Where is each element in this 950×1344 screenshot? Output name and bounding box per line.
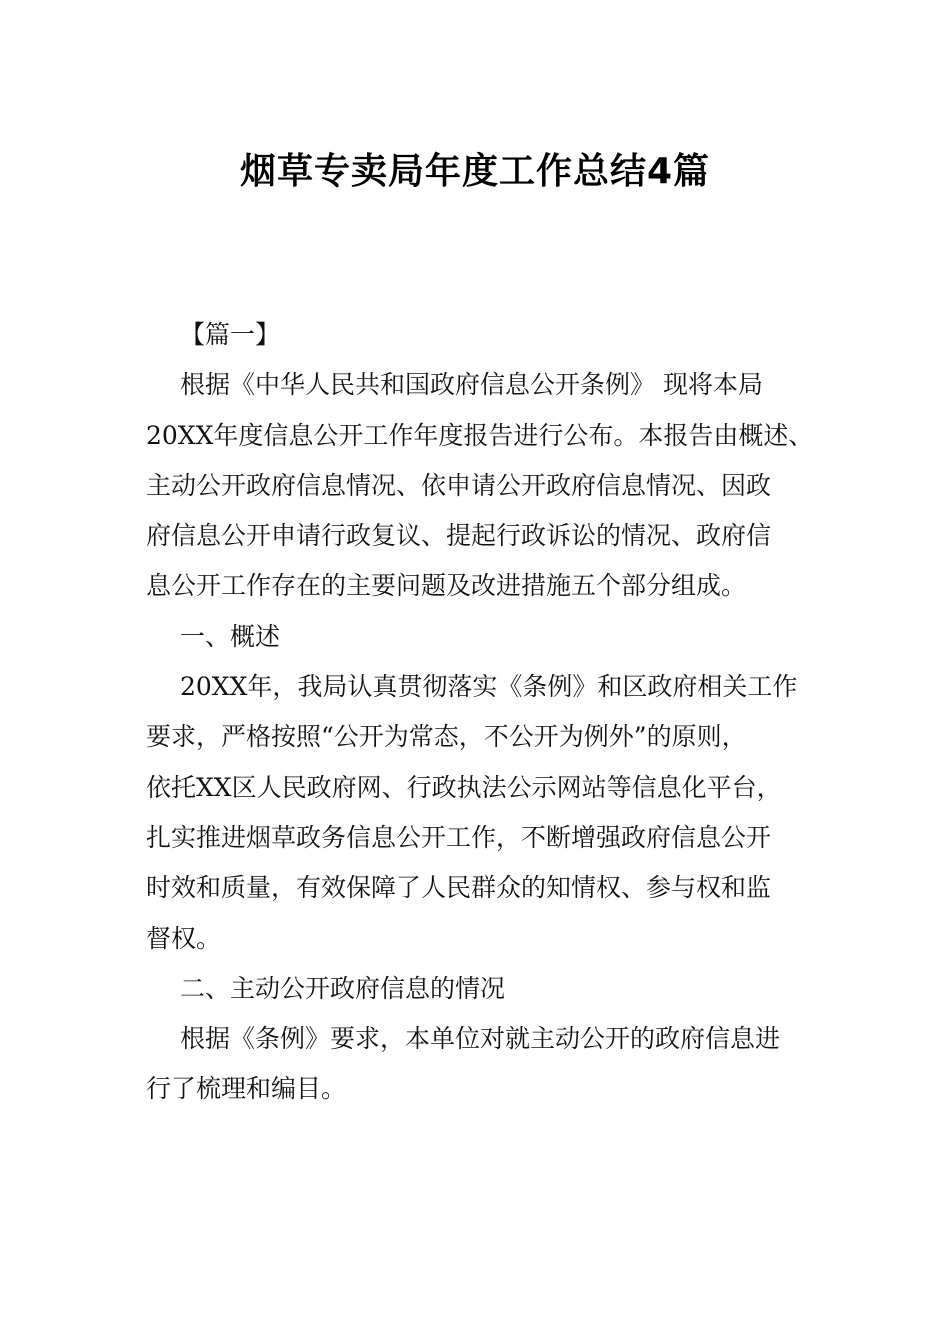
section-heading-overview: 一、概述 [180, 621, 281, 651]
paragraph-line: 息公开工作存在的主要问题及改进措施五个部分组成。 [146, 571, 747, 601]
section-heading-active-disclosure: 二、主动公开政府信息的情况 [180, 973, 506, 1003]
paragraph-line: 根据《条例》要求，本单位对就主动公开的政府信息进 [180, 1024, 781, 1054]
paragraph-line: 行了梳理和编目。 [146, 1074, 347, 1104]
document-title: 烟草专卖局年度工作总结4篇 [239, 151, 711, 192]
paragraph-line: 府信息公开申请行政复议、提起行政诉讼的情况、政府信 [146, 521, 772, 551]
paragraph-line: 依托XX区人民政府网、行政执法公示网站等信息化平台， [146, 772, 782, 802]
section-label: 【篇一】 [180, 320, 281, 349]
paragraph-line: 时效和质量，有效保障了人民群众的知情权、参与权和监 [146, 873, 772, 903]
paragraph-line: 20XX年度信息公开工作年度报告进行公布。本报告由概述、 [146, 420, 814, 450]
paragraph-line: 扎实推进烟草政务信息公开工作，不断增强政府信息公开 [146, 822, 772, 852]
document-body [146, 310, 814, 1115]
paragraph-line: 20XX年，我局认真贯彻落实《条例》和区政府相关工作 [180, 672, 798, 702]
paragraph-line: 主动公开政府信息情况、依申请公开政府信息情况、因政 [146, 470, 772, 500]
paragraph-line: 要求，严格按照“公开为常态，不公开为例外”的原则， [146, 722, 747, 752]
paragraph-line: 督权。 [146, 923, 222, 953]
paragraph-line: 根据《中华人民共和国政府信息公开条例》 现将本局 [180, 370, 763, 400]
